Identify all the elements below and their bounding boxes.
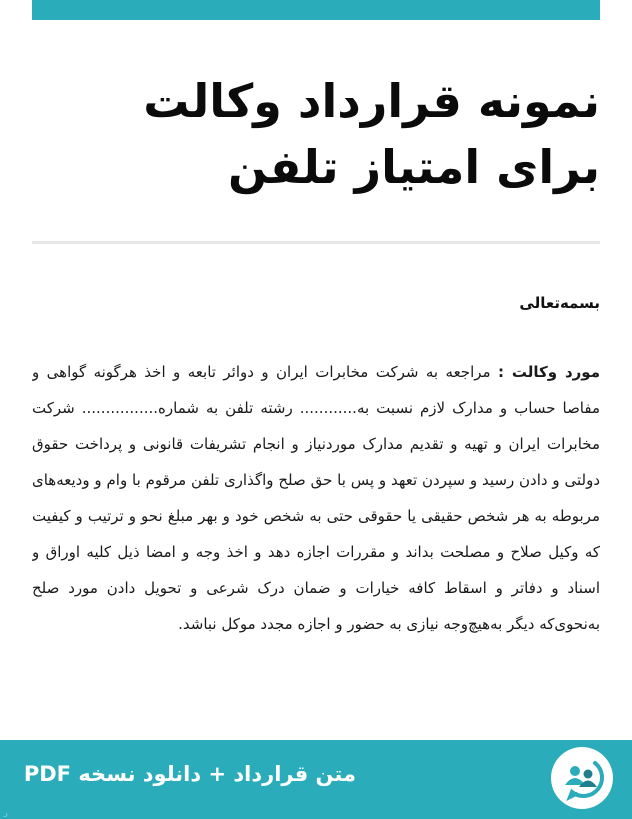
subject-label: مورد وکالت : [498, 363, 600, 381]
title-divider [32, 241, 600, 244]
contract-body [32, 354, 600, 734]
subject-text: مراجعه به شرکت مخابرات ایران و دوائر تابعه و اخذ هرگونه گواهی و مفاصا حساب و مدارک لازم نسبت به............ رشته تلفن به شماره................ شرکت مخابرات ایران و تهیه و تقدیم مدارک موردنیاز و انجام تشریفات قانونی و پرداخت حقوق دولتی و دادن رسید و سپردن تعهد و پس با حق صلح واگذاری تلفن مرقوم با وام و ودیعه‌های مربوطه به هر شخص حقیقی یا حقوقی حتی به شخص خود و بهر مبلغ نحو و ترتیب و کیفیت که وکیل صلاح و مصلحت بداند و مقررات اجازه دهد و اخذ وجه و امضا ذیل کلیه اوراق و اسناد و دفاتر و اسقاط کافه خیارات و ضمان درک شرعی و تحویل دادن مورد صلح به‌نحوی‌که دیگر به‌هیچ‌وجه نیازی به حضور و اجازه مجدد موکل نباشد. [32, 363, 600, 633]
users-chat-icon [551, 747, 613, 809]
top-accent-bar [32, 0, 600, 20]
salutation: بسمه‌تعالی [519, 294, 600, 312]
download-cta-text[interactable]: متن قرارداد + دانلود نسخه PDF [23, 762, 356, 786]
site-logo[interactable] [551, 747, 613, 809]
download-banner[interactable] [0, 740, 632, 819]
page-title: نمونه قرارداد وکالت برای امتیاز تلفن [143, 74, 600, 194]
corner-mark: ر [4, 808, 8, 817]
